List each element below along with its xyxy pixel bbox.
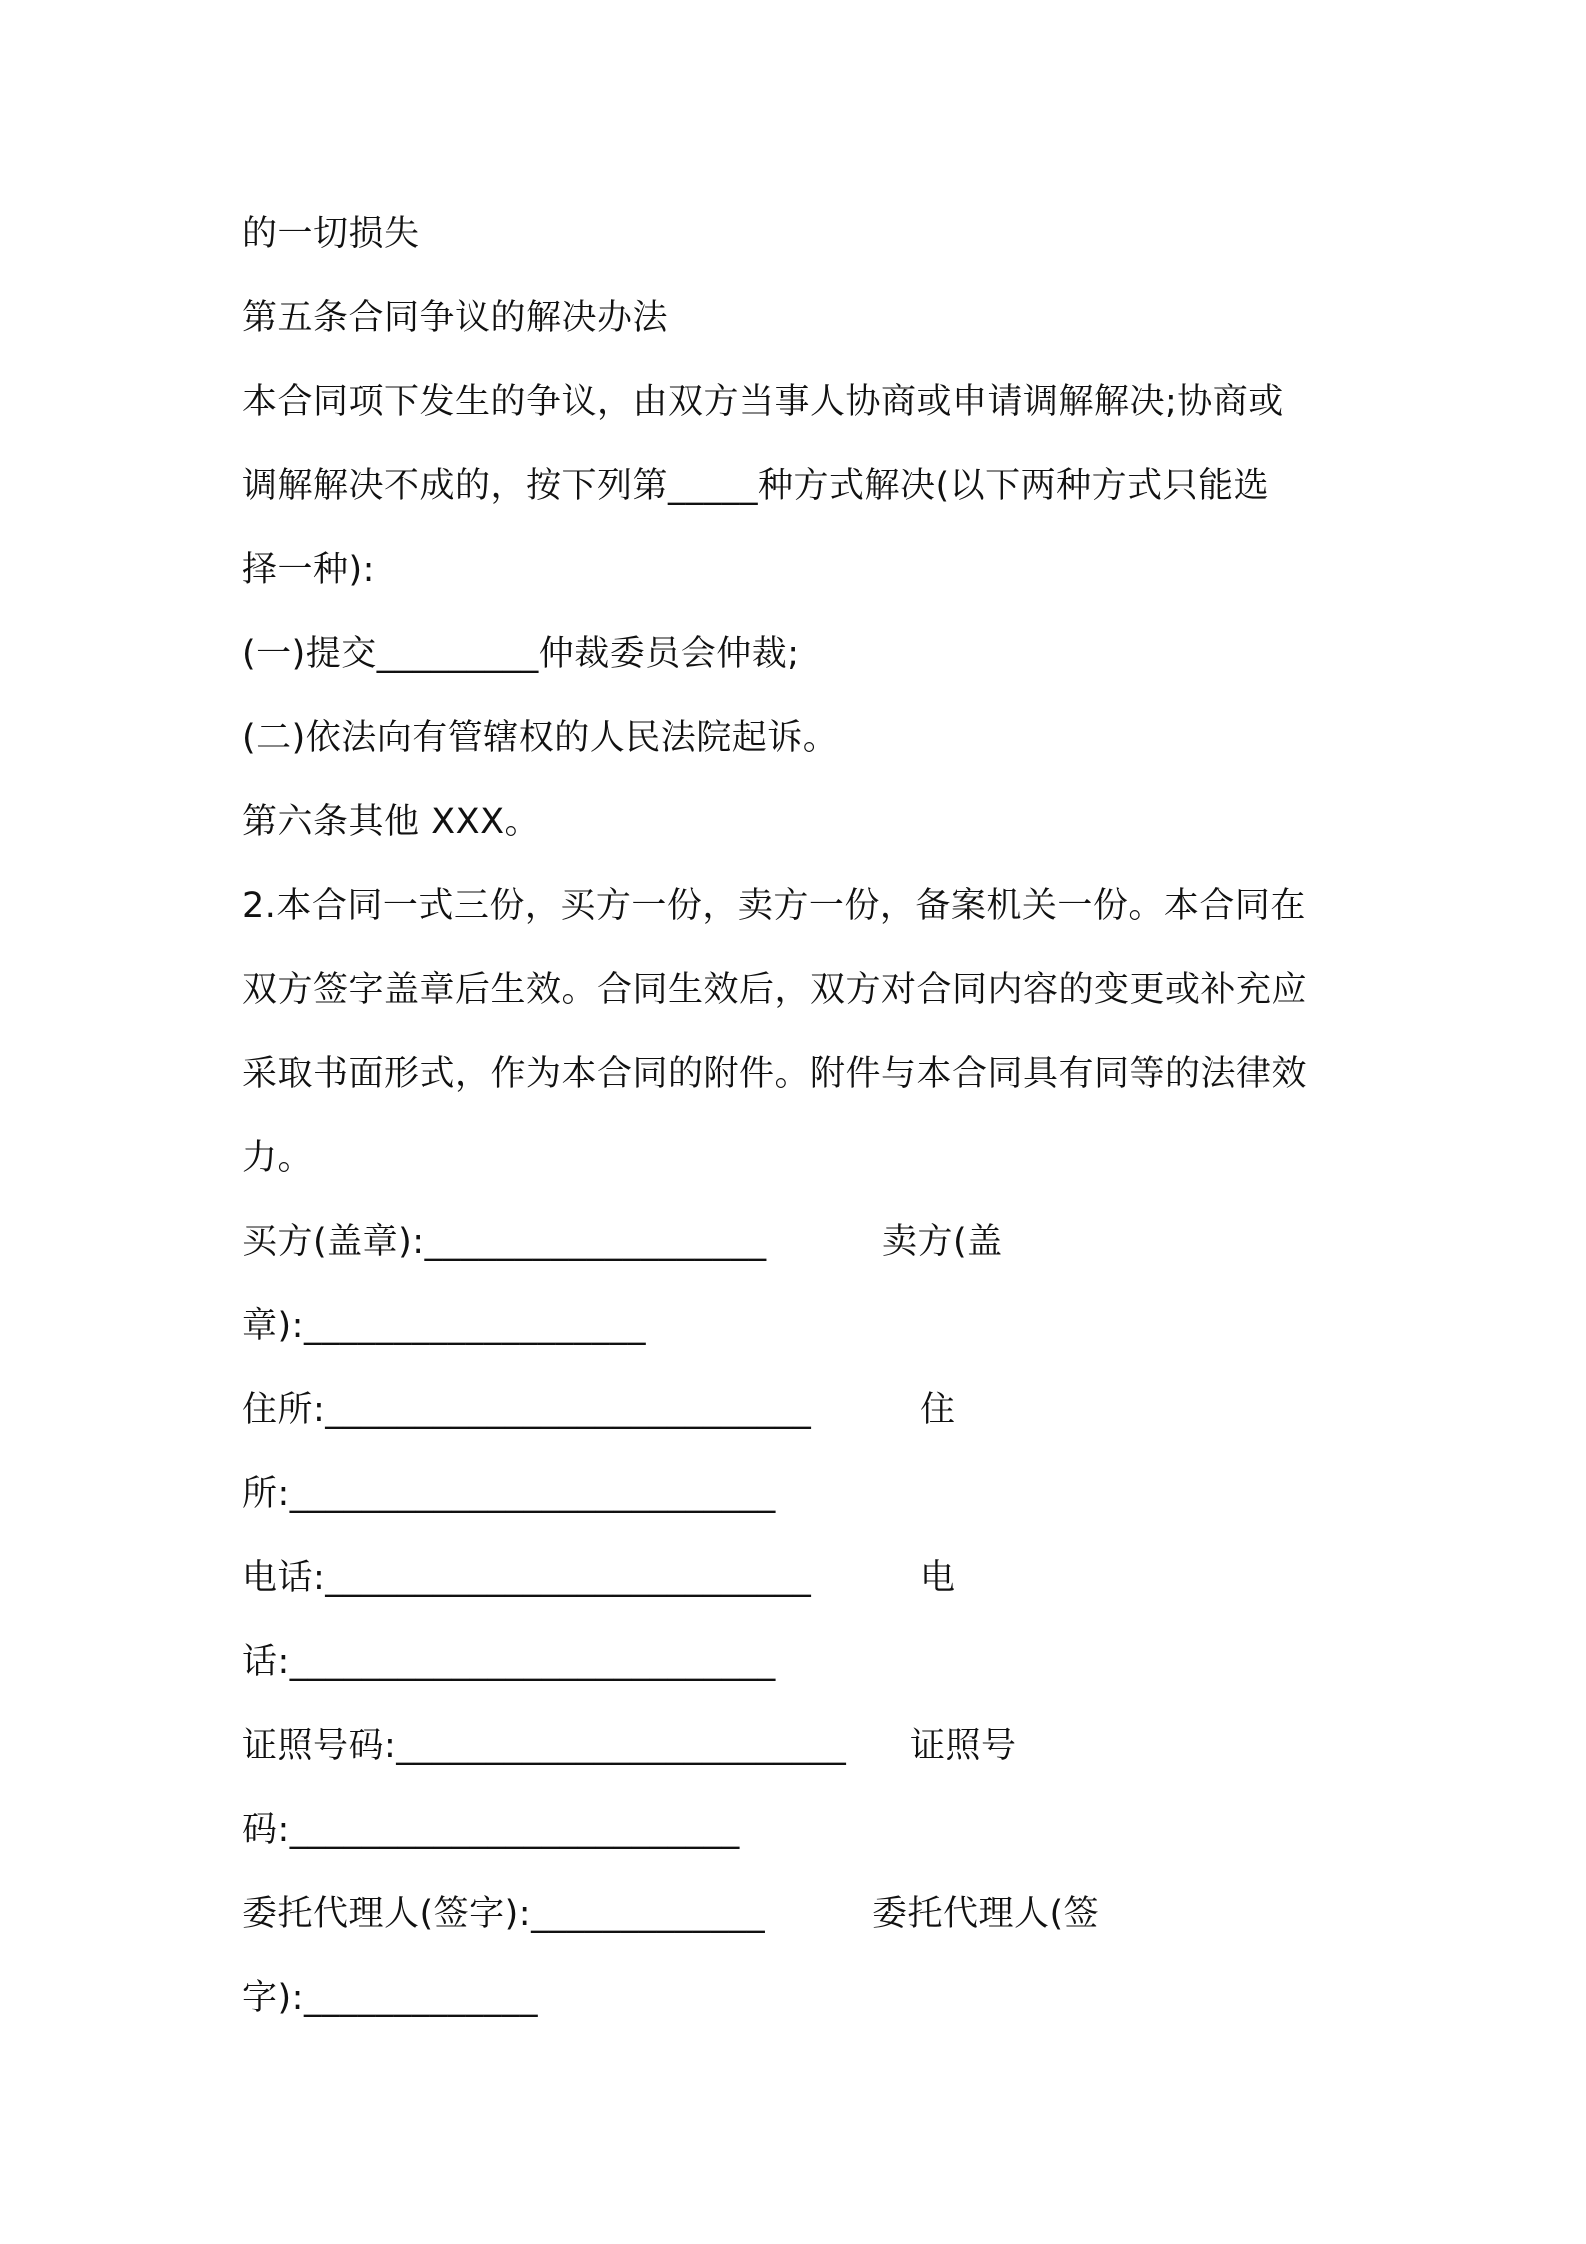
text-line: 双方签字盖章后生效。合同生效后，双方对合同内容的变更或补充应 — [242, 970, 1308, 1010]
option-arbitration: (一)提交_________仲裁委员会仲裁; — [242, 634, 800, 674]
signature-row-seal — [242, 1200, 1362, 1284]
seller-id-field: 码:_________________________ — [242, 1810, 740, 1850]
text-line: 力。 — [242, 1138, 314, 1178]
document-body — [242, 192, 1362, 2040]
option-litigation: (二)依法向有管辖权的人民法院起诉。 — [242, 718, 839, 758]
seller-seal-label: 卖方(盖 — [882, 1222, 1003, 1262]
seller-phone-field: 话:___________________________ — [242, 1642, 776, 1682]
text-line: 调解解决不成的，按下列第_____种方式解决(以下两种方式只能选 — [242, 466, 1270, 506]
seller-seal-field: 章):___________________ — [242, 1306, 646, 1346]
text-line: 采取书面形式，作为本合同的附件。附件与本合同具有同等的法律效 — [242, 1054, 1308, 1094]
signature-row-address — [242, 1368, 1362, 1452]
seller-phone-label: 电 — [920, 1558, 956, 1598]
buyer-id-field: 证照号码:_________________________ — [242, 1726, 847, 1766]
text-line: 本合同项下发生的争议，由双方当事人协商或申请调解解决;协商或 — [242, 382, 1284, 422]
seller-address-field: 所:___________________________ — [242, 1474, 776, 1514]
seller-address-label: 住 — [920, 1390, 956, 1430]
buyer-seal-field: 买方(盖章):___________________ — [242, 1222, 767, 1262]
signature-row-phone — [242, 1536, 1362, 1620]
buyer-address-field: 住所:___________________________ — [242, 1390, 812, 1430]
seller-id-label: 证照号 — [910, 1726, 1017, 1766]
seller-agent-field: 字):_____________ — [242, 1978, 538, 2018]
signature-row-id — [242, 1704, 1362, 1788]
article-six-heading: 第六条其他 XXX。 — [242, 802, 541, 842]
seller-agent-label: 委托代理人(签 — [872, 1894, 1100, 1934]
article-five-heading: 第五条合同争议的解决办法 — [242, 298, 669, 338]
text-line: 2.本合同一式三份，买方一份，卖方一份，备案机关一份。本合同在 — [242, 886, 1306, 926]
text-line: 择一种): — [242, 550, 375, 590]
signature-row-agent — [242, 1872, 1362, 1956]
buyer-phone-field: 电话:___________________________ — [242, 1558, 812, 1598]
text-line: 的一切损失 — [242, 214, 420, 254]
buyer-agent-field: 委托代理人(签字):_____________ — [242, 1894, 766, 1934]
